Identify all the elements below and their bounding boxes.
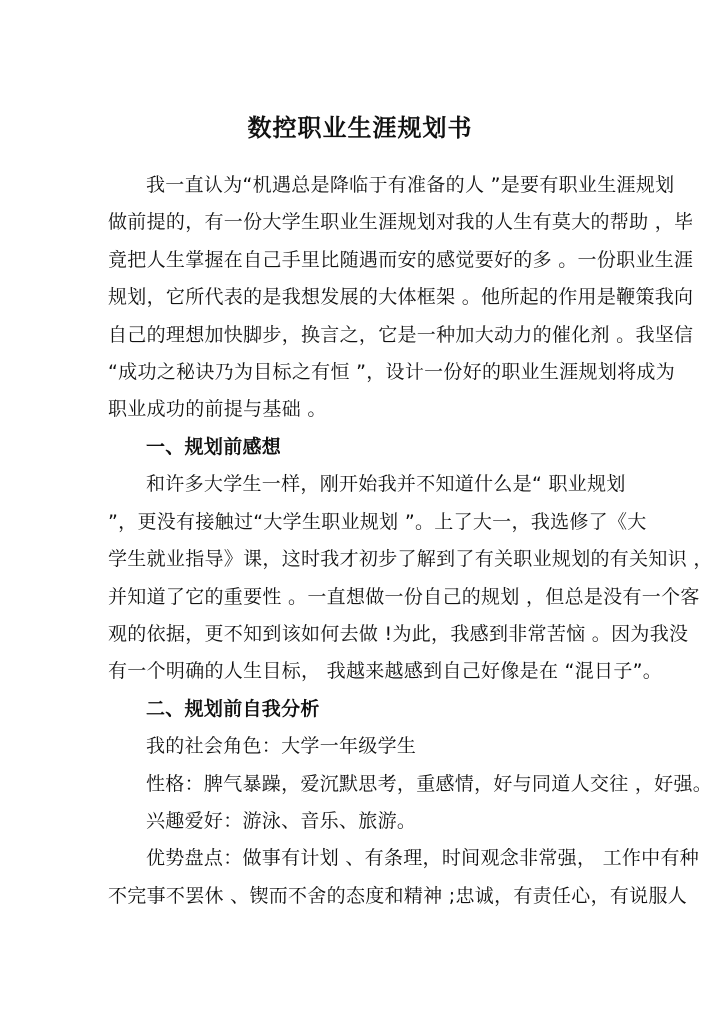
paragraph-line: 做前提的，有一份大学生职业生涯规划对我的人生有莫大的帮助 ，毕 [108, 211, 694, 233]
document-title: 数控职业生涯规划书 [247, 113, 473, 142]
paragraph-line: ”，更没有接触过“大学生职业规划 ”。上了大一，我选修了《大 [108, 511, 647, 533]
paragraph-line: 竟把人生掌握在自己手里比随遇而安的感觉要好的多 。一份职业生涯 [108, 249, 694, 271]
paragraph-line: 有一个明确的人生目标， 我越来越感到自己好像是在 “混日子”。 [108, 660, 663, 682]
section-heading-1: 一、规划前感想 [146, 436, 282, 458]
paragraph-line: 规划，它所代表的是我想发展的大体框架 。他所起的作用是鞭策我向 [108, 286, 694, 308]
paragraph-line: 我一直认为“机遇总是降临于有准备的人 ”是要有职业生涯规划 [146, 174, 675, 196]
paragraph-line: 和许多大学生一样，刚开始我并不知道什么是“ 职业规划 [146, 473, 626, 495]
paragraph-line: 性格：脾气暴躁，爱沉默思考，重感情，好与同道人交往 ，好强。 [146, 773, 713, 795]
paragraph-line: 观的依据，更不知到该如何去做 !为此，我感到非常苦恼 。因为我没 [108, 623, 689, 645]
paragraph-line: 职业成功的前提与基础 。 [108, 398, 327, 420]
paragraph-line: 并知道了它的重要性 。一直想做一份自己的规划 ，但总是没有一个客 [108, 586, 700, 608]
paragraph-line: 学生就业指导》课，这时我才初步了解到了有关职业规划的有关知识 ， [108, 548, 713, 570]
paragraph-line: “成功之秘诀乃为目标之有恒 ”，设计一份好的职业生涯规划将成为 [108, 361, 676, 383]
section-heading-2: 二、规划前自我分析 [146, 698, 320, 720]
paragraph-line: 兴趣爱好：游泳、音乐、旅游。 [146, 810, 417, 832]
paragraph-line: 我的社会角色：大学一年级学生 [146, 735, 417, 757]
paragraph-line: 优势盘点：做事有计划 、有条理，时间观念非常强， 工作中有种 [146, 847, 700, 869]
paragraph-line: 自己的理想加快脚步，换言之，它是一种加大动力的催化剂 。我坚信 [108, 324, 694, 346]
paragraph-line: 不完事不罢休 、锲而不舍的态度和精神 ;忠诚，有责任心，有说服人 [108, 885, 688, 907]
